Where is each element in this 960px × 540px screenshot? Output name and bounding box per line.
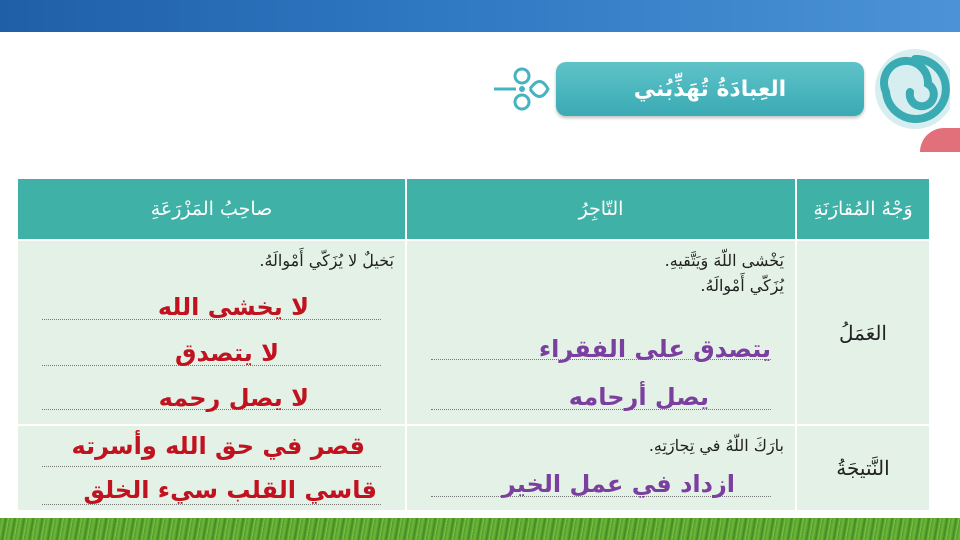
swirl-icon xyxy=(870,44,950,134)
lesson-title-area xyxy=(480,52,950,132)
row-work xyxy=(17,240,930,425)
answer-text[interactable]: لا يخشى الله xyxy=(157,293,309,321)
header-farm-owner: صاحِبُ المَزْرَعَةِ xyxy=(17,178,406,240)
answer-text[interactable]: ازداد في عمل الخير xyxy=(501,470,735,498)
answer-text[interactable]: يصل أرحامه xyxy=(568,383,709,411)
merchant-given-2: يُزَكّي أَمْوالَهُ. xyxy=(700,276,784,295)
answer-text[interactable]: قاسي القلب سيء الخلق xyxy=(83,476,377,504)
ornament-icon xyxy=(492,64,552,114)
merchant-given-1: يَخْشى اللّهَ وَيَتَّقيهِ. xyxy=(664,251,784,270)
row-label-result: النَّتيجَةُ xyxy=(796,425,930,511)
comparison-table xyxy=(16,177,931,512)
cell-merchant-result xyxy=(406,425,796,511)
row-result xyxy=(17,425,930,511)
lesson-title: العِبادَةُ تُهَذِّبُني xyxy=(633,76,787,102)
answer-text[interactable]: لا يصل رحمه xyxy=(158,384,309,412)
header-aspect: وَجْهُ المُقارَنَةِ xyxy=(796,178,930,240)
answer-text[interactable]: قصر في حق الله وأسرته xyxy=(71,432,365,460)
merchant-given-3: بارَكَ اللّهُ في تِجارَتِهِ. xyxy=(648,436,784,455)
top-banner xyxy=(0,0,960,32)
lesson-title-badge xyxy=(556,62,864,116)
header-merchant: التّاجِرُ xyxy=(406,178,796,240)
cell-merchant-work xyxy=(406,240,796,425)
answer-text[interactable]: لا يتصدق xyxy=(174,339,279,367)
cell-farm-result xyxy=(17,425,406,511)
answer-text[interactable]: يتصدق على الفقراء xyxy=(538,335,771,363)
grass-footer xyxy=(0,518,960,540)
answer-line xyxy=(42,504,381,505)
row-label-work: العَمَلُ xyxy=(796,240,930,425)
farm-given-1: بَخيلٌ لا يُزَكّي أَمْوالَهُ. xyxy=(259,251,394,270)
header-row xyxy=(17,178,930,240)
answer-line xyxy=(42,466,381,467)
cell-farm-work xyxy=(17,240,406,425)
